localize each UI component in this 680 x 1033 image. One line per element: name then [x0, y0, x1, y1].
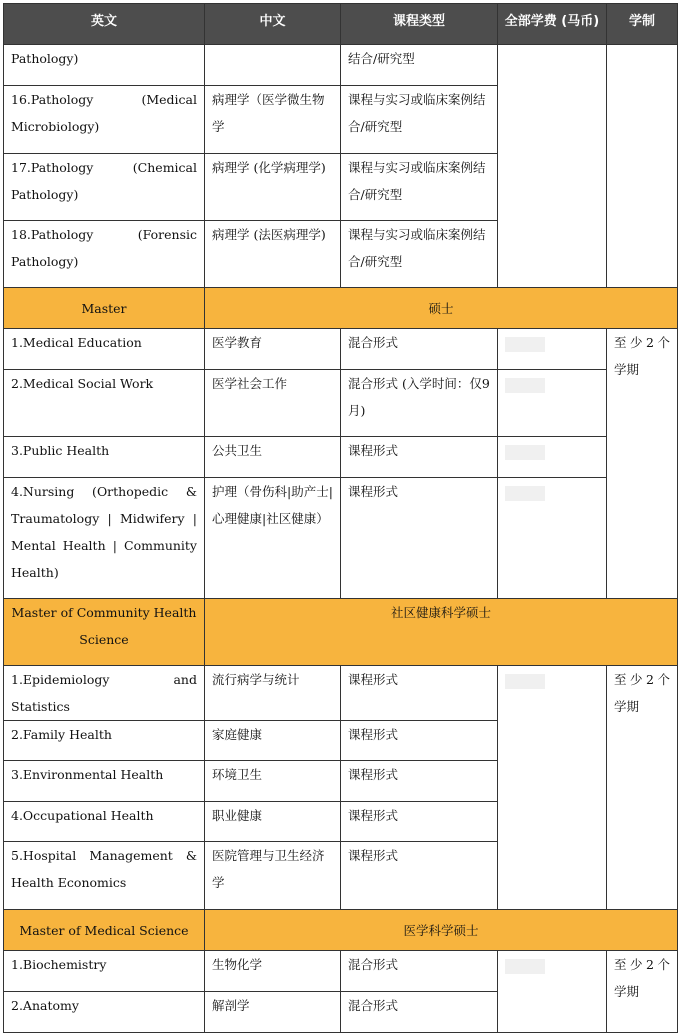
program-english: 18.Pathology (Forensic Pathology): [4, 221, 205, 288]
program-chinese: 流行病学与统计: [205, 666, 341, 721]
section-english: Master: [4, 288, 205, 329]
program-chinese: 医学社会工作: [205, 370, 341, 437]
program-english: 1.Epidemiology and Statistics: [4, 666, 205, 721]
header-course-type: 课程类型: [341, 4, 498, 45]
header-total-fee: 全部学费 (马币): [498, 4, 607, 45]
program-chinese: 病理学 (化学病理学): [205, 154, 341, 221]
course-type: 课程形式: [341, 842, 498, 910]
program-chinese: 医学教育: [205, 329, 341, 370]
fee-redacted: [505, 378, 545, 393]
program-english: 1.Biochemistry: [4, 951, 205, 992]
program-english: 2.Medical Social Work: [4, 370, 205, 437]
section-english: Master of Medical Science: [4, 910, 205, 951]
program-english: 2.Anatomy: [4, 992, 205, 1033]
program-chinese: 病理学（医学微生物学: [205, 86, 341, 154]
program-english: Pathology): [4, 45, 205, 86]
course-type: 混合形式: [341, 992, 498, 1033]
program-chinese: 医院管理与卫生经济学: [205, 842, 341, 910]
program-chinese: 公共卫生: [205, 437, 341, 478]
duration-cell: 至少2个学期: [607, 666, 678, 910]
fee-redacted: [505, 959, 545, 974]
section-chinese: 社区健康科学硕士: [205, 599, 678, 666]
course-type: 课程形式: [341, 802, 498, 842]
section-english: Master of Community Health Science: [4, 599, 205, 666]
course-type: 混合形式 (入学时间：仅9月): [341, 370, 498, 437]
course-type: 课程与实习或临床案例结合/研究型: [341, 221, 498, 288]
program-chinese: 职业健康: [205, 802, 341, 842]
program-english: 4.Occupational Health: [4, 802, 205, 842]
fee-redacted: [505, 486, 545, 501]
course-type: 混合形式: [341, 951, 498, 992]
program-english: 16.Pathology (Medical Microbiology): [4, 86, 205, 154]
table-row: [4, 437, 678, 478]
course-type: 课程形式: [341, 721, 498, 761]
fee-cell: [498, 437, 607, 478]
header-chinese: 中文: [205, 4, 341, 45]
program-english: 17.Pathology (Chemical Pathology): [4, 154, 205, 221]
table-row: [4, 370, 678, 437]
header-english: 英文: [4, 4, 205, 45]
section-header-community-health: [4, 599, 678, 666]
course-type: 课程形式: [341, 437, 498, 478]
duration-cell: [607, 45, 678, 288]
program-chinese: 家庭健康: [205, 721, 341, 761]
table-row: [4, 329, 678, 370]
fee-cell: [498, 329, 607, 370]
program-chinese: [205, 45, 341, 86]
fee-redacted: [505, 674, 545, 689]
duration-cell: 至少2个学期: [607, 951, 678, 1033]
fee-cell: [498, 478, 607, 599]
program-chinese: 病理学 (法医病理学): [205, 221, 341, 288]
table-header-row: [4, 4, 678, 45]
fee-redacted: [505, 445, 545, 460]
table-row: [4, 951, 678, 992]
section-chinese: 医学科学硕士: [205, 910, 678, 951]
course-type: 课程形式: [341, 666, 498, 721]
header-duration: 学制: [607, 4, 678, 45]
fee-cell: [498, 951, 607, 1033]
course-type: 课程与实习或临床案例结合/研究型: [341, 154, 498, 221]
section-chinese: 硕士: [205, 288, 678, 329]
programs-table: [3, 3, 678, 1033]
fee-cell: [498, 45, 607, 288]
fee-cell: [498, 666, 607, 910]
program-english: 3.Environmental Health: [4, 761, 205, 802]
course-type: 课程形式: [341, 761, 498, 802]
course-type: 课程形式: [341, 478, 498, 599]
program-chinese: 解剖学: [205, 992, 341, 1033]
fee-redacted: [505, 337, 545, 352]
course-type: 混合形式: [341, 329, 498, 370]
program-chinese: 生物化学: [205, 951, 341, 992]
program-chinese: 护理（骨伤科|助产士|心理健康|社区健康）: [205, 478, 341, 599]
table-row: [4, 478, 678, 599]
program-english: 2.Family Health: [4, 721, 205, 761]
section-header-master: [4, 288, 678, 329]
program-english: 1.Medical Education: [4, 329, 205, 370]
program-chinese: 环境卫生: [205, 761, 341, 802]
duration-cell: 至少2个学期: [607, 329, 678, 599]
course-type: 课程与实习或临床案例结合/研究型: [341, 86, 498, 154]
course-type: 结合/研究型: [341, 45, 498, 86]
table-row: [4, 666, 678, 721]
fee-cell: [498, 370, 607, 437]
program-english: 5.Hospital Management & Health Economics: [4, 842, 205, 910]
program-english: 4.Nursing (Orthopedic & Traumatology | Midwifery | Mental Health | Community Health): [4, 478, 205, 599]
section-header-medical-science: [4, 910, 678, 951]
program-english: 3.Public Health: [4, 437, 205, 478]
table-row: [4, 45, 678, 86]
